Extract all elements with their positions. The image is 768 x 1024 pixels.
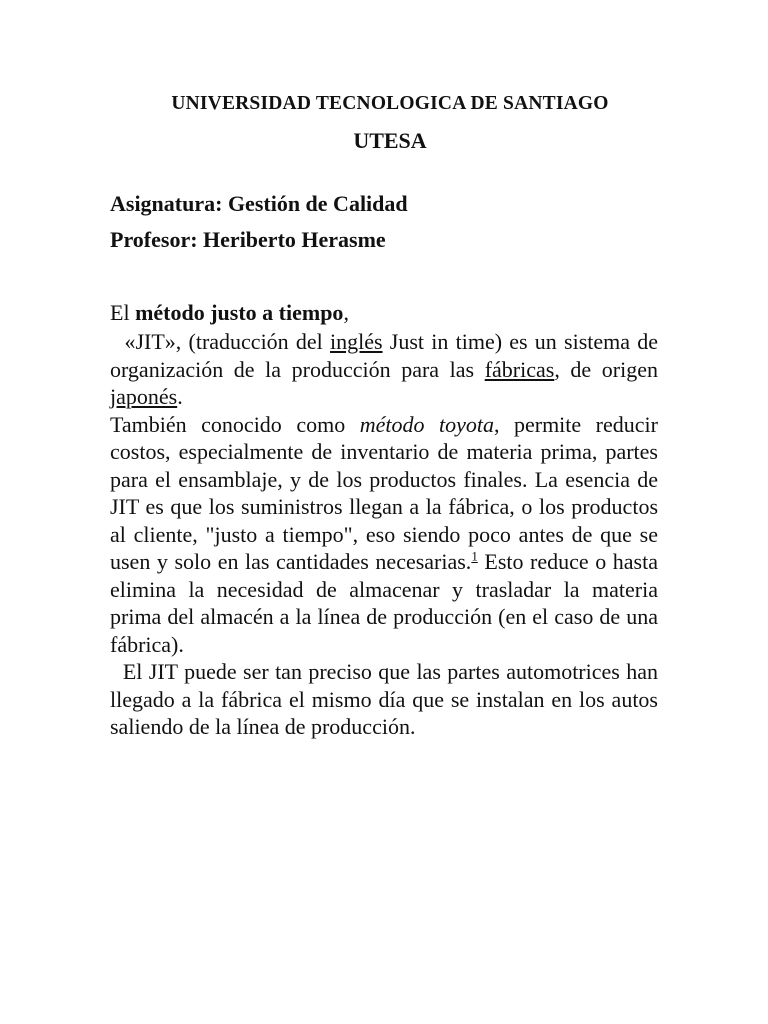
link-ingles[interactable]: inglés bbox=[330, 329, 383, 354]
paragraph-text: «JIT», (traducción del bbox=[124, 329, 331, 354]
footnote-link[interactable]: 1 bbox=[471, 548, 478, 564]
link-fabricas[interactable]: fábricas bbox=[484, 356, 555, 382]
paragraph-jit-definition bbox=[110, 328, 658, 411]
link-japones[interactable]: japonés bbox=[110, 384, 178, 409]
paragraph-text: El JIT puede ser tan preciso que las partes automotrices han llegado a la fábrica el mismo día que se instalan en los autos saliendo de la línea de producción. bbox=[110, 659, 659, 739]
emphasis-metodo-toyota: método toyota bbox=[359, 411, 494, 437]
professor-line: Profesor: Heriberto Herasme bbox=[110, 227, 386, 252]
paragraph-text: . bbox=[177, 384, 183, 409]
intro-prefix: El bbox=[110, 300, 136, 325]
paragraph-text: También conocido como bbox=[110, 411, 360, 437]
paragraph-text: Just in time) es un sistema de organización de la producción para las bbox=[110, 329, 659, 382]
paragraph-text: , permite reducir costos, especialmente de inventario de materia prima, partes para el ensamblaje, y de los productos finales. La esencia de JIT es que los suministros llegan a la fábrica, o los productos al cliente, "justo a tiempo", eso siendo poco antes de que se usen y solo en las cantidades necesarias. bbox=[110, 411, 658, 574]
paragraph-toyota-method bbox=[110, 411, 658, 659]
paragraph-text: , de origen bbox=[554, 356, 658, 382]
paragraph-text: Esto reduce o hasta elimina la necesidad de almacenar y trasladar la materia prima del almacén a la línea de producción (en el caso de una fábrica). bbox=[110, 549, 658, 657]
university-short-name: UTESA bbox=[353, 128, 427, 153]
intro-term: método justo a tiempo bbox=[135, 300, 344, 325]
course-info bbox=[110, 186, 658, 258]
university-title: UNIVERSIDAD TECNOLOGICA DE SANTIAGO bbox=[171, 93, 609, 114]
subject-line: Asignatura: Gestión de Calidad bbox=[110, 191, 408, 216]
document-page bbox=[110, 90, 658, 741]
paragraph-automotive bbox=[110, 658, 658, 741]
intro-line bbox=[110, 298, 658, 328]
intro-suffix: , bbox=[343, 300, 349, 325]
